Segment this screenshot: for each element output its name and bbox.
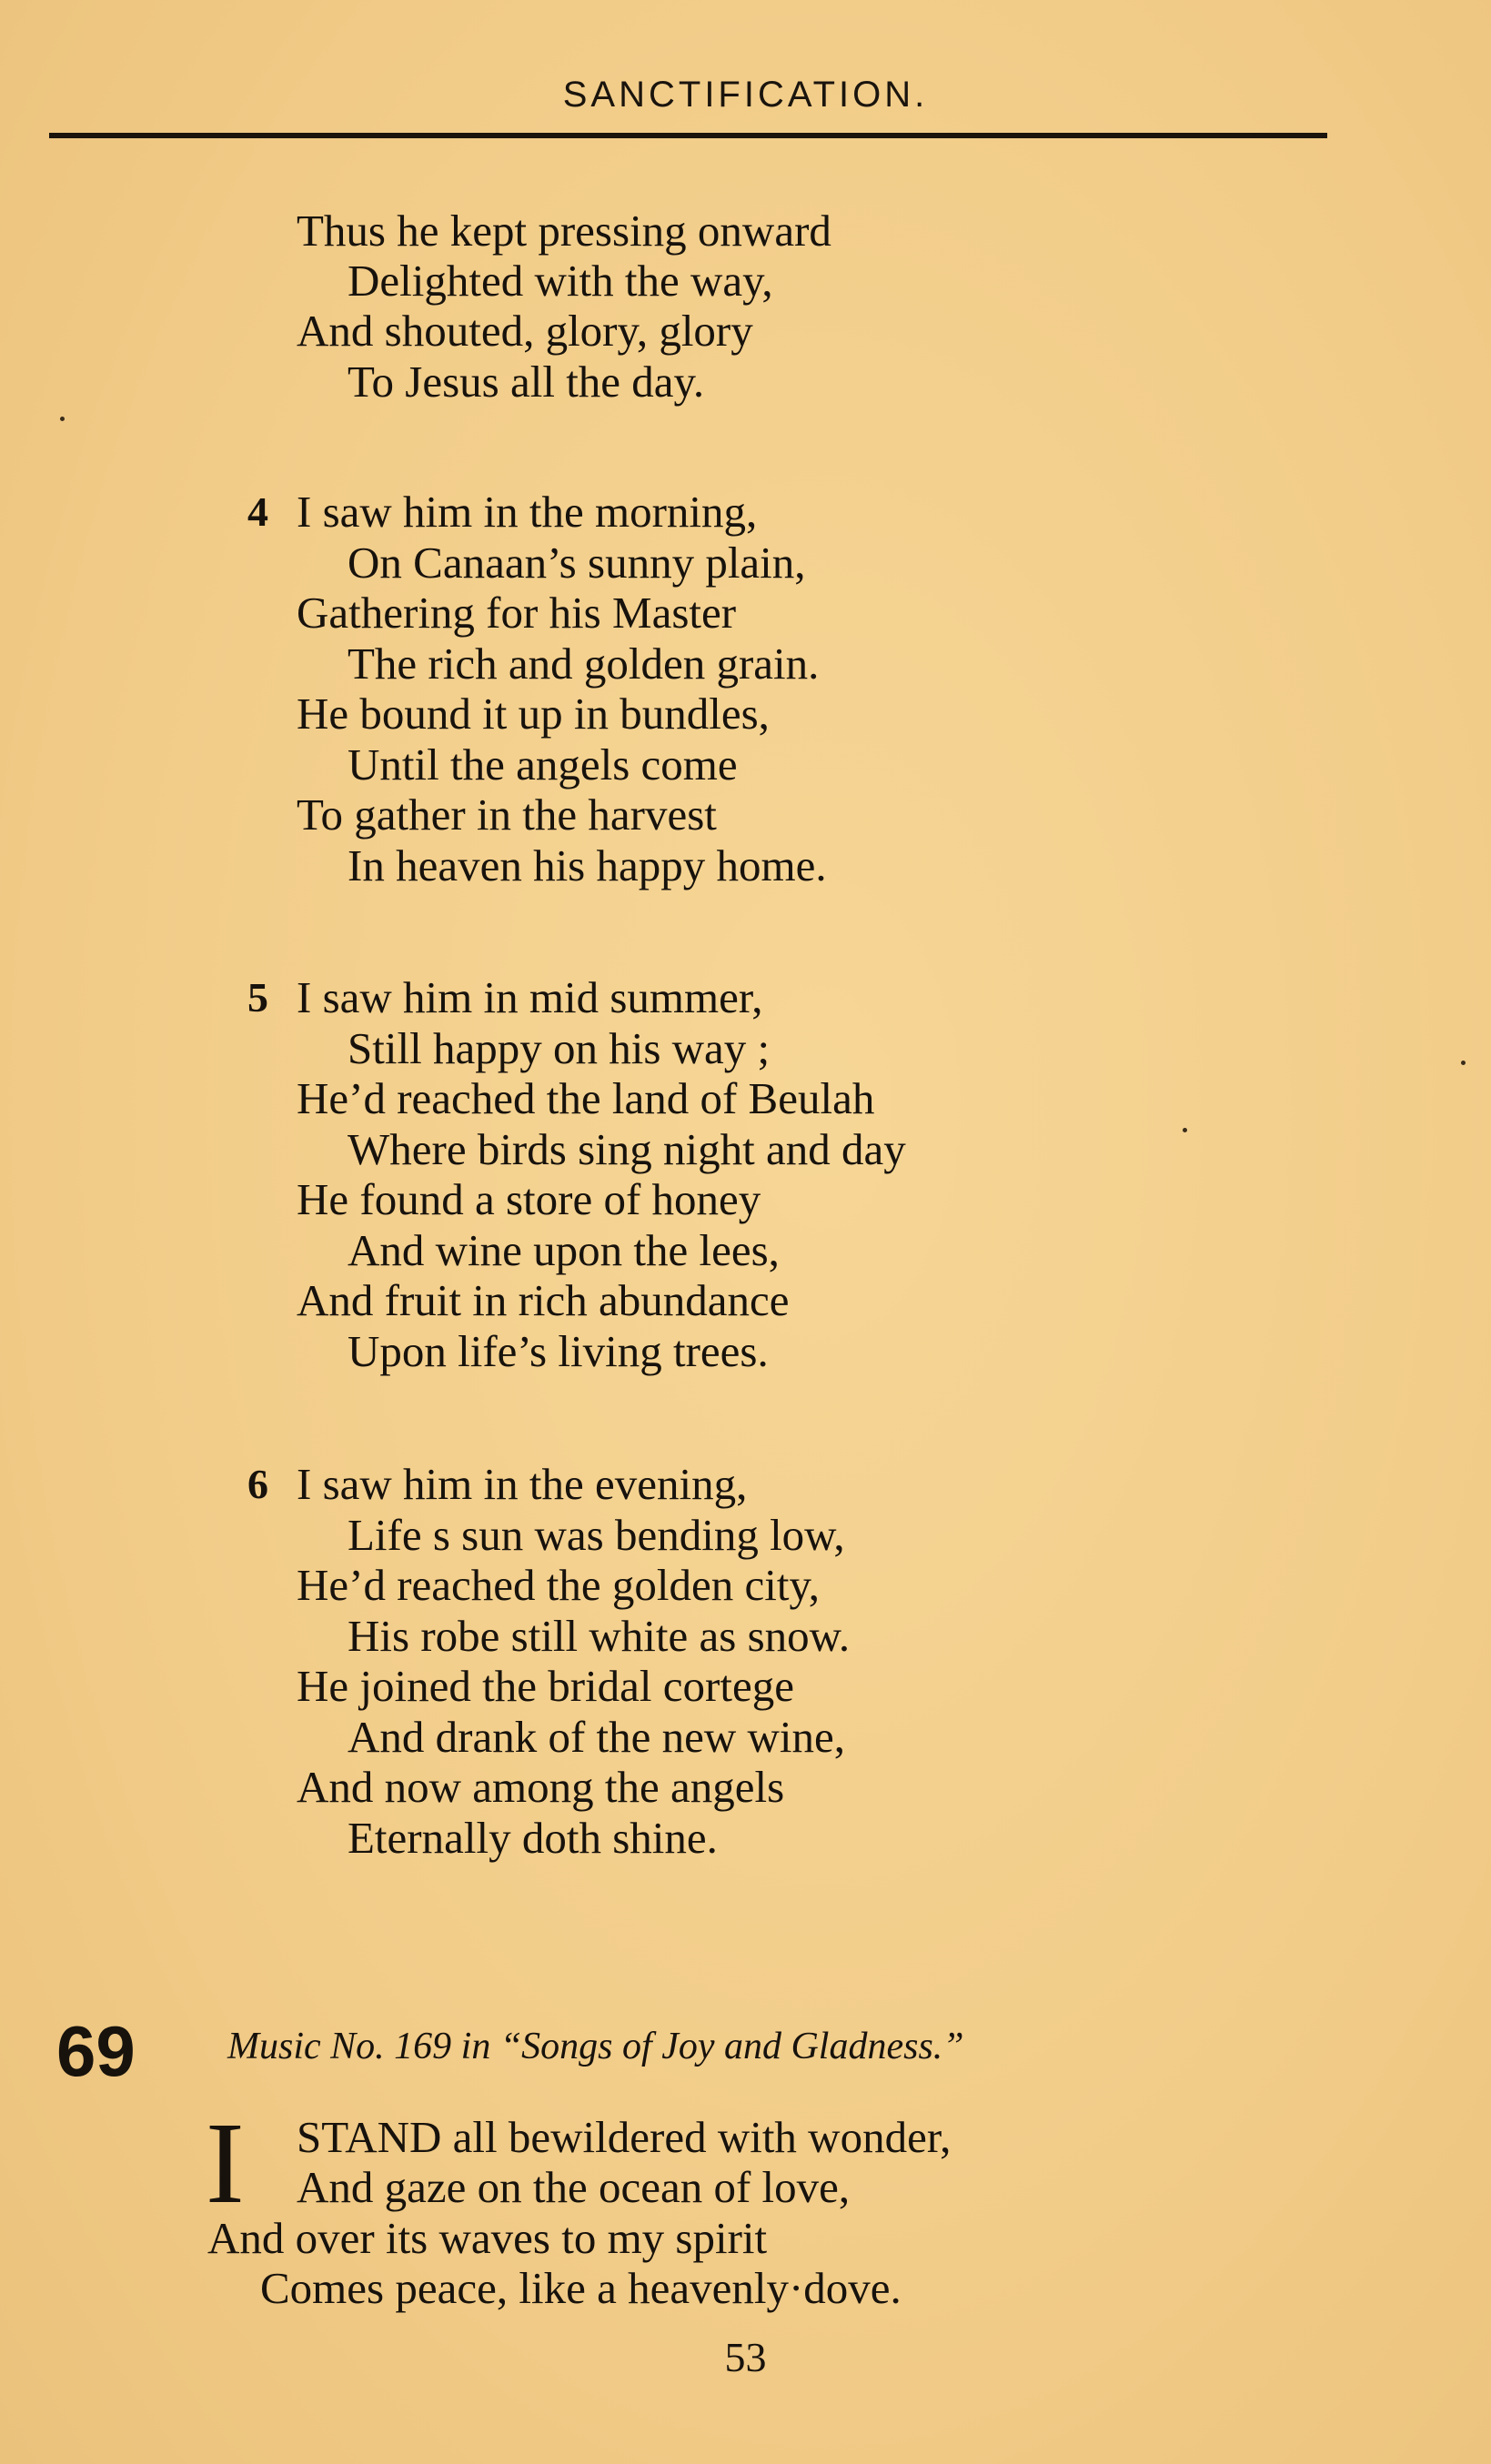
verse-line: He’d reached the land of Beulah	[297, 1073, 875, 1123]
verse-line: The rich and golden grain.	[348, 639, 820, 689]
verse-line: And over its waves to my spirit	[207, 2213, 768, 2263]
music-reference: Music No. 169 in “Songs of Joy and Gladness.”	[227, 2026, 964, 2067]
verse-line: Life s sun was bending low,	[348, 1510, 845, 1560]
verse-line: To gather in the harvest	[297, 789, 717, 840]
stanza-number: 5	[247, 974, 268, 1021]
verse-line: I saw him in the evening,	[297, 1459, 748, 1509]
verse-line: His robe still white as snow.	[348, 1611, 851, 1661]
verse-line: He joined the bridal cortege	[297, 1661, 794, 1711]
verse-line: To Jesus all the day.	[348, 357, 705, 407]
verse-line: And wine upon the lees,	[348, 1225, 780, 1275]
verse-line: I saw him in mid summer,	[297, 972, 763, 1022]
stanza-number: 6	[247, 1461, 268, 1507]
paper-speck	[1183, 1128, 1187, 1132]
paper-speck	[60, 417, 65, 421]
verse-line: STAND all bewildered with wonder,	[297, 2112, 952, 2162]
verse-line: On Canaan’s sunny plain,	[348, 538, 806, 588]
verse-line: Delighted with the way,	[348, 256, 773, 306]
verse-line: Comes peace, like a heavenly·dove.	[260, 2263, 902, 2313]
stanza-number: 4	[247, 488, 268, 535]
paper-speck	[1461, 1061, 1466, 1065]
verse-line: In heaven his happy home.	[348, 840, 827, 890]
verse-line: Gathering for his Master	[297, 588, 737, 638]
verse-line: And shouted, glory, glory	[297, 306, 753, 356]
verse-line: He’d reached the golden city,	[297, 1560, 821, 1610]
page-number: 53	[724, 2334, 767, 2380]
verse-line: And now among the angels	[297, 1762, 785, 1812]
verse-line: Eternally doth shine.	[348, 1813, 718, 1863]
verse-line: Where birds sing night and day	[348, 1124, 906, 1174]
verse-line: Thus he kept pressing onward	[297, 206, 831, 256]
verse-line: Still happy on his way ;	[348, 1023, 771, 1073]
hymn-number: 69	[56, 2011, 136, 2091]
verse-line: And gaze on the ocean of love,	[297, 2162, 851, 2212]
verse-line: I saw him in the morning,	[297, 487, 758, 537]
verse-line: And fruit in rich abundance	[297, 1275, 790, 1325]
verse-line: And drank of the new wine,	[348, 1712, 846, 1762]
verse-line: He bound it up in bundles,	[297, 689, 770, 739]
verse-line: He found a store of honey	[297, 1174, 761, 1224]
drop-cap: I	[206, 2098, 245, 2228]
header-rule	[49, 133, 1327, 138]
running-head: SANCTIFICATION.	[562, 75, 929, 115]
verse-line: Upon life’s living trees.	[348, 1326, 769, 1376]
verse-line: Until the angels come	[348, 739, 738, 789]
